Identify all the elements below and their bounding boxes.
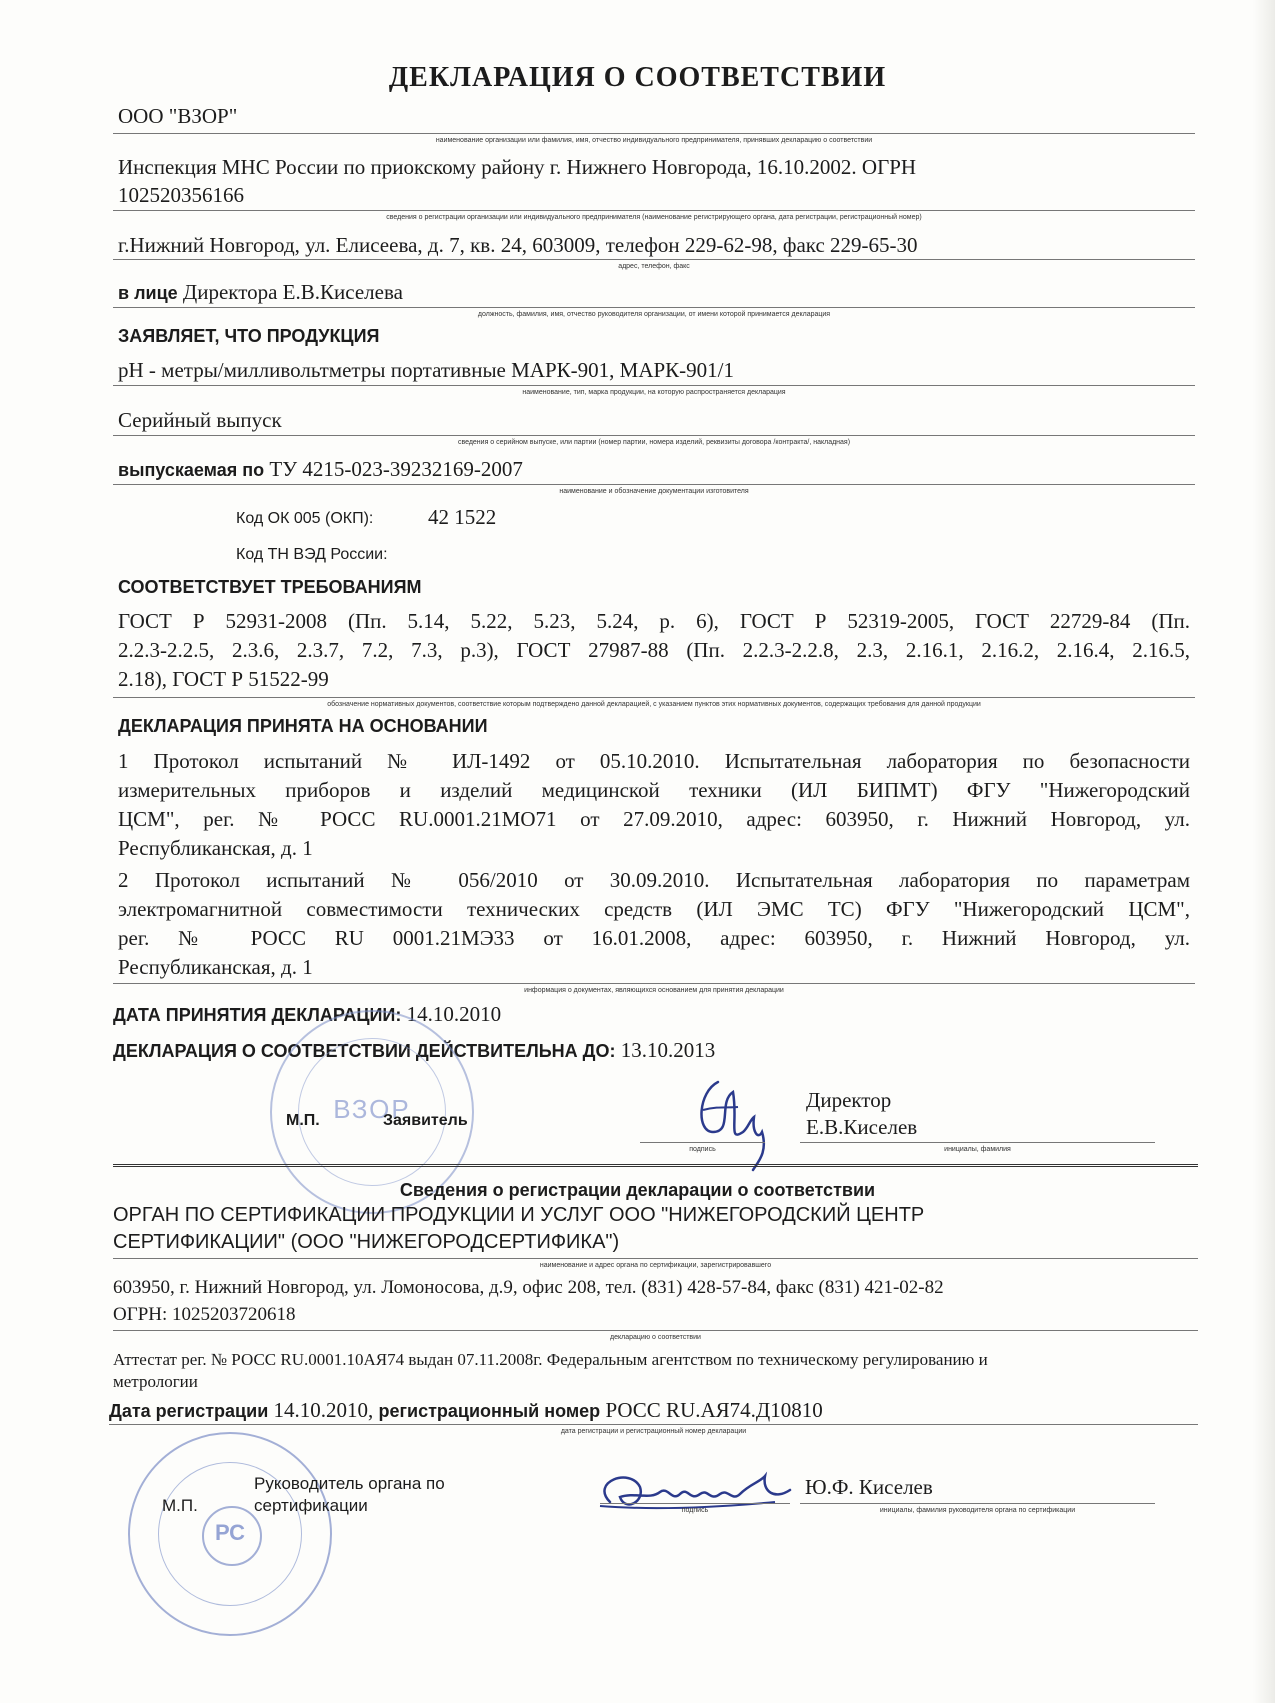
field-caption: сведения о серийном выпуске, или партии (номер партии, номера изделий, реквизиты договора /контракта/, накладная) [457,439,851,446]
registration-mp-label: М.П. [162,1496,198,1515]
field-caption: декларацию о соответствии [610,1334,701,1341]
applicant-signature [688,1062,788,1172]
field-caption: наименование организации или фамилия, имя, отчество индивидуального предпринимателя, принявших декларацию о соответствии [435,137,873,144]
head-title-line1: Руководитель органа по [254,1474,445,1493]
okp-value: 42 1522 [428,505,497,529]
basis-line: 1 Протокол испытаний № ИЛ-1492 от 05.10.2010. Испытательная лаборатория по безопасности [118,749,1190,773]
field-caption: сведения о регистрации организации или индивидуального предпринимателя (наименование регистрирующего органа, дата регистрации, регистрационный номер) [386,214,922,221]
product-name: pH - метры/милливольтметры портативные МАРК-901, МАРК-901/1 [118,358,734,382]
divider [113,484,1195,485]
applicant-label: Заявитель [383,1112,468,1129]
registration-number-value: РОСС RU.АЯ74.Д10810 [605,1398,823,1422]
applicant-address: г.Нижний Новгород, ул. Елисеева, д. 7, кв. 24, 603009, телефон 229-62-98, факс 229-65-30 [118,233,918,257]
head-title-line2: сертификации [254,1496,368,1515]
divider [113,697,1195,698]
registration-date-value: 14.10.2010, [273,1398,374,1422]
basis-line: 2 Протокол испытаний № 056/2010 от 30.09.2010. Испытательная лаборатория по параметрам [118,868,1190,892]
registration-body-line1: ОРГАН ПО СЕРТИФИКАЦИИ ПРОДУКЦИИ И УСЛУГ ООО "НИЖЕГОРОДСКИЙ ЦЕНТР [113,1204,925,1226]
product-batch: Серийный выпуск [118,408,282,432]
section-separator [113,1164,1198,1167]
field-caption: наименование и адрес органа по сертификации, зарегистрировавшего [539,1262,772,1269]
divider [113,1330,1198,1331]
tnved-label: Код ТН ВЭД России: [236,546,388,563]
divider [800,1503,1155,1504]
registration-address: 603950, г. Нижний Новгород, ул. Ломоносова, д.9, офис 208, тел. (831) 428-57-84, факс (831) 421-02-82 [113,1277,944,1298]
basis-line: рег. № РОСС RU 0001.21МЭ33 от 16.01.2008, адрес: 603950, г. Нижний Новгород, ул. [118,926,1190,950]
registration-date-row [109,1398,823,1423]
applicant-name: ООО "ВЗОР" [118,104,238,128]
document-title: ДЕКЛАРАЦИЯ О СООТВЕТСТВИИ [388,62,887,93]
accepted-date-label: ДАТА ПРИНЯТИЯ ДЕКЛАРАЦИИ: [113,1005,402,1025]
applicant-signer-name: Е.В.Киселев [806,1115,918,1139]
divider [113,259,1195,260]
head-name: Ю.Ф. Киселев [805,1475,933,1499]
divider [113,435,1195,436]
basis-line: ЦСМ", рег. № РОСС RU.0001.21МО71 от 27.09.2010, адрес: 603950, г. Нижний Новгород, ул. [118,807,1190,831]
okp-label: Код ОК 005 (ОКП): [236,510,374,527]
sign-caption: подпись [689,1146,716,1153]
basis-heading: ДЕКЛАРАЦИЯ ПРИНЯТА НА ОСНОВАНИИ [118,716,488,736]
field-caption: обозначение нормативных документов, соответствие которым подтверждено данной декларацией, с указанием пунктов этих нормативных документов, содержащих требования для данной продукции [327,701,981,708]
divider [113,385,1195,386]
valid-date-label: ДЕКЛАРАЦИЯ О СООТВЕТСТВИИ ДЕЙСТВИТЕЛЬНА ДО: [113,1041,616,1061]
field-caption: наименование и обозначение документации изготовителя [559,488,749,495]
registration-number-label: регистрационный номер [378,1401,601,1421]
certification-stamp [128,1432,332,1636]
represented-label: в лице [118,283,178,303]
issued-row [118,457,523,482]
basis-line: Республиканская, д. 1 [118,836,313,860]
field-caption: наименование, тип, марка продукции, на которую распространяется декларация [522,389,786,396]
field-caption: адрес, телефон, факс [618,263,690,270]
attestat-line2: метрологии [113,1372,198,1391]
valid-date-value: 13.10.2013 [620,1038,716,1062]
accepted-date-row [113,1002,501,1027]
divider [113,307,1195,308]
represented-row [118,280,403,305]
applicant-registration-line2: 102520356166 [118,183,244,207]
divider [113,1258,1198,1259]
issued-label: выпускаемая по [118,460,265,480]
divider [113,210,1195,211]
basis-line: электромагнитной совместимости технических средств (ИЛ ЭМС ТС) ФГУ "Нижегородский ЦСМ", [118,897,1190,921]
divider [800,1142,1155,1143]
name-caption: инициалы, фамилия [944,1146,1011,1153]
basis-protocol-2 [118,866,1190,982]
divider [113,983,1195,984]
applicant-stamp-text: ВЗОР [333,1094,411,1124]
field-caption: дата регистрации и регистрационный номер декларации [560,1428,747,1435]
sign-caption: подпись [681,1507,709,1514]
certification-stamp-logo: РС [214,1520,245,1545]
mp-label: М.П. [286,1112,320,1129]
attestat-line1: Аттестат рег. № РОСС RU.0001.10АЯ74 выдан 07.11.2008г. Федеральным агентством по техническому регулированию и [113,1350,988,1369]
requirements-line: 2.2.3-2.2.5, 2.3.6, 2.3.7, 7.2, 7.3, р.3), ГОСТ 27987-88 (Пп. 2.2.3-2.2.8, 2.3, 2.16.1, 2.16.2, 2.16.4, 2.16.5, [118,638,1190,662]
divider [640,1142,765,1143]
accepted-date-value: 14.10.2010 [406,1002,502,1026]
field-caption: информация о документах, являющихся основанием для принятия декларации [524,987,784,994]
requirements-heading: СООТВЕТСТВУЕТ ТРЕБОВАНИЯМ [118,577,422,597]
requirements-line: 2.18), ГОСТ Р 51522-99 [118,667,329,691]
product-heading: ЗАЯВЛЯЕТ, ЧТО ПРОДУКЦИЯ [118,326,380,346]
field-caption: должность, фамилия, имя, отчество руководителя организации, от имени которой принимается декларация [477,311,831,318]
represented-value: Директора Е.В.Киселева [182,280,403,304]
registration-date-label: Дата регистрации [109,1401,269,1421]
requirements-line: ГОСТ Р 52931-2008 (Пп. 5.14, 5.22, 5.23, 5.24, р. 6), ГОСТ Р 52319-2005, ГОСТ 22729-84 (Пп. [118,609,1190,633]
divider [109,1424,1198,1425]
page-edge-shadow [1253,0,1275,1703]
registration-ogrn: ОГРН: 1025203720618 [113,1304,296,1325]
divider [113,133,1195,134]
applicant-registration-line1: Инспекция МНС России по приокскому району г. Нижнего Новгорода, 16.10.2002. ОГРН [118,155,917,179]
divider [600,1503,790,1504]
registration-body-line2: СЕРТИФИКАЦИИ" (ООО "НИЖЕГОРОДСЕРТИФИКА") [113,1231,620,1253]
registration-heading: Сведения о регистрации декларации о соответствии [399,1180,876,1200]
issued-value: ТУ 4215-023-39232169-2007 [269,457,523,481]
basis-protocol-1 [118,747,1190,863]
basis-line: измерительных приборов и изделий медицинской техники (ИЛ БИПМТ) ФГУ "Нижегородский [118,778,1190,802]
head-caption: инициалы, фамилия руководителя органа по сертификации [879,1507,1076,1514]
applicant-position: Директор [806,1088,892,1112]
requirements-block [118,607,1190,694]
basis-line: Республиканская, д. 1 [118,955,313,979]
